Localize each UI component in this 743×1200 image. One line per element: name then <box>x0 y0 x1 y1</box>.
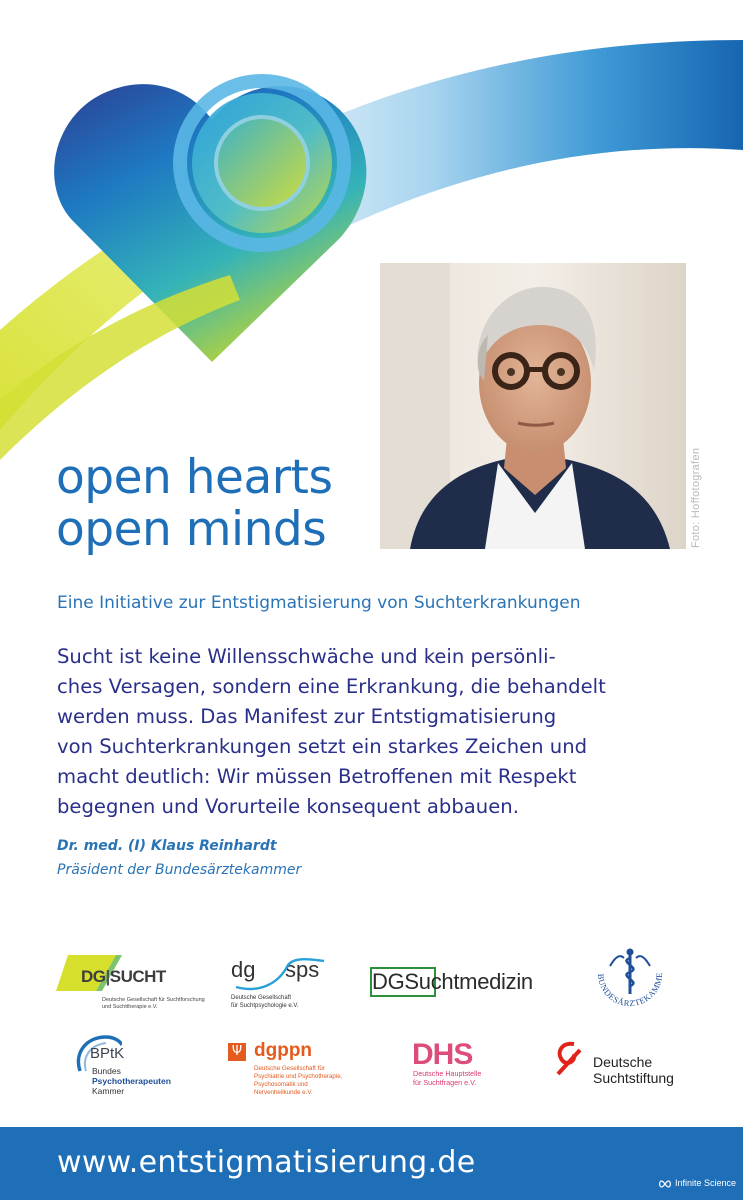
logo-dgsucht: DG|SUCHT Deutsche Gesellschaft für Suchtforschung und Suchttherapie e.V. <box>56 955 206 1015</box>
dgsucht-mark-dg: DG <box>81 967 106 986</box>
baek-seal-icon <box>590 944 670 1014</box>
logo-bundesaerztekammer <box>590 944 670 1014</box>
dgsps-mark-dg: dg <box>231 957 256 982</box>
website-url[interactable]: www.entstigmatisierung.de <box>57 1145 476 1180</box>
quote-text <box>57 642 707 822</box>
dhs-mark: DHS <box>412 1038 473 1071</box>
bptk-line-1: Bundes <box>92 1066 121 1076</box>
dgsuchtmedizin-mark-dgs: DGS <box>372 969 419 994</box>
slogan <box>56 452 332 556</box>
dgsps-wave-icon <box>228 955 338 995</box>
quote-author-name: Dr. med. (I) Klaus Reinhardt <box>57 838 277 854</box>
logo-dhs <box>412 1038 512 1092</box>
bptk-line-2: Psychotherapeuten <box>92 1076 171 1086</box>
logo-dgsps <box>228 955 338 1015</box>
slogan-line-2: open minds <box>56 502 327 557</box>
logo-dgppn <box>228 1040 368 1110</box>
slogan-line-1: open hearts <box>56 450 333 505</box>
suchtstiftung-line-2: Suchtstiftung <box>593 1070 674 1086</box>
quote-author-role: Präsident der Bundesärztekammer <box>57 862 302 878</box>
logo-bptk <box>72 1033 192 1103</box>
logo-dgsuchtmedizin <box>370 965 560 1000</box>
quote-line: Sucht ist keine Willensschwäche und kein persönli- <box>57 645 556 668</box>
dgppn-line-2: Psychiatrie und Psychotherapie, <box>254 1073 343 1080</box>
dgsuchtmedizin-mark-rest: uchtmedizin <box>418 969 533 994</box>
dgsps-mark-sps: sps <box>285 957 320 982</box>
photo-credit: Foto: Hoffotografen <box>690 447 702 548</box>
dgsucht-line-1: Deutsche Gesellschaft für Suchtforschung <box>102 997 205 1003</box>
baek-ring-text: BUNDESÄRZTEKAMME <box>595 971 665 1009</box>
publisher-credit <box>658 1178 736 1188</box>
dgsucht-line-2: und Suchttherapie e.V. <box>102 1004 158 1010</box>
dgsps-line-2: für Suchtpsychologie e.V. <box>231 1002 299 1009</box>
dgppn-mark: dgppn <box>254 1040 313 1061</box>
suchtstiftung-mark-icon <box>552 1040 588 1080</box>
quote-line: ches Versagen, sondern eine Erkrankung, die behandelt <box>57 675 606 698</box>
dgsps-line-1: Deutsche Gesellschaft <box>231 995 292 1001</box>
dgppn-line-1: Deutsche Gesellschaft für <box>254 1065 325 1072</box>
infinity-icon <box>658 1180 672 1188</box>
suchtstiftung-line-1: Deutsche <box>593 1054 653 1070</box>
portrait-photo <box>380 263 686 549</box>
initiative-subtitle: Eine Initiative zur Entstigmatisierung von Suchterkrankungen <box>57 593 581 613</box>
publisher-name: Infinite Science <box>675 1178 737 1188</box>
logo-deutsche-suchtstiftung <box>552 1040 702 1095</box>
quote-line: macht deutlich: Wir müssen Betroffenen mit Respekt <box>57 765 577 788</box>
portrait-illustration <box>380 263 686 549</box>
dgppn-psi-icon: Ψ <box>228 1043 246 1061</box>
bptk-line-3: Kammer <box>92 1086 125 1096</box>
dgppn-line-3: Psychosomatik und <box>254 1081 308 1088</box>
bptk-mark: BPtK <box>90 1045 125 1062</box>
dgsucht-mark-sucht: SUCHT <box>109 967 166 986</box>
quote-line: von Suchterkrankungen setzt ein starkes Zeichen und <box>57 735 588 758</box>
dgppn-line-4: Nervenheilkunde e.V. <box>254 1089 313 1096</box>
quote-line: begegnen und Vorurteile konsequent abbauen. <box>57 795 519 818</box>
dhs-line-1: Deutsche Hauptstelle <box>413 1069 482 1078</box>
quote-line: werden muss. Das Manifest zur Entstigmatisierung <box>57 705 557 728</box>
dhs-line-2: für Suchtfragen e.V. <box>413 1077 477 1087</box>
